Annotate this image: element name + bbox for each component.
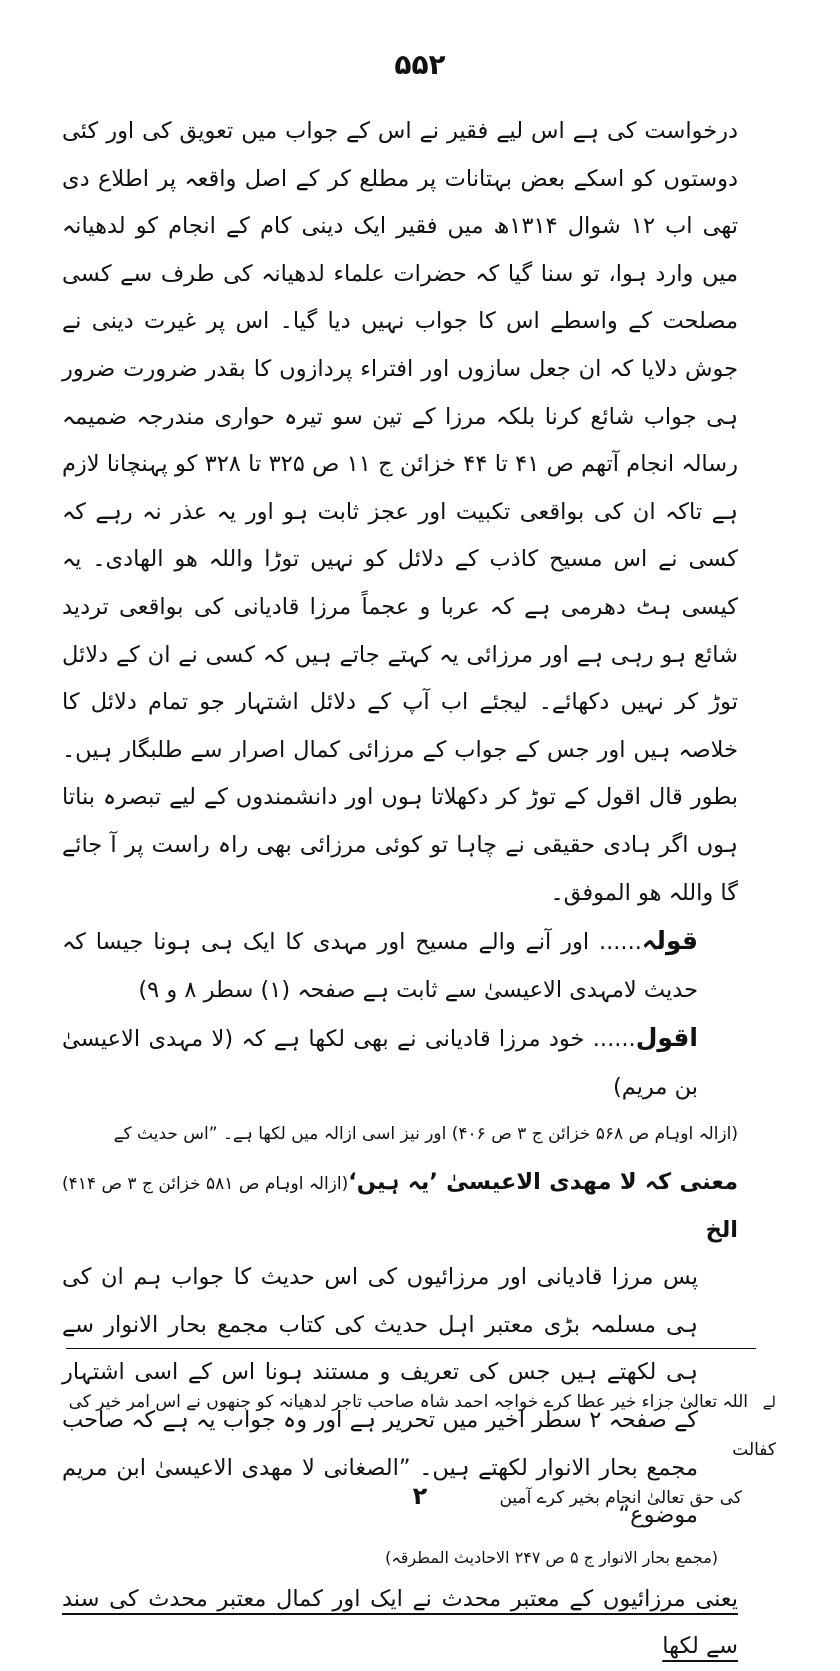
footnote-divider xyxy=(66,1348,756,1349)
meaning-text: معنی کہ لا مھدی الاعیسیٰ ’یہ ہیں‘ الخ xyxy=(348,1169,738,1243)
footnote-text-1: اللہ تعالیٰ جزاء خیر عطا کرے خواجہ احمد شاہ صاحب تاجر لدھیانہ کو جنھوں نے اس امر خیر کی کفالت xyxy=(68,1392,776,1460)
reference-majma: (مجمع بحار الانوار ج ۵ ص ۲۴۷ الاحادیث المطرقہ) xyxy=(385,1547,718,1567)
qawlahu-text: ...... اور آنے والے مسیح اور مہدی کا ایک ہی ہونا جیسا کہ حدیث لامہدی الاعیسیٰ سے ثابت ہے صفحہ (۱) سطر ۸ و ۹) xyxy=(62,929,698,1003)
footnote-marker: لے xyxy=(762,1393,776,1411)
reference-izala-2: (ازالہ اوہام ص ۵۸۱ خزائن ج ۳ ص ۴۱۴) xyxy=(62,1174,349,1195)
aqulu-text: ...... خود مرزا قادیانی نے بھی لکھا ہے کہ (لا مہدی الاعیسیٰ بن مریم) xyxy=(62,1026,698,1100)
aqulu-label: اقول xyxy=(635,1023,698,1053)
qawlahu-label: قولہ xyxy=(641,926,698,956)
closing-line: یعنی مرزائیوں کے معتبر محدث نے ایک اور کمال معتبر محدث کی سند سے لکھا xyxy=(62,1585,738,1660)
paragraph-answer: پس مرزا قادیانی اور مرزائیوں کی اس حدیث کا جواب ہم ان کی ہی مسلمہ بڑی معتبر اہل حدیث کی کتاب مجمع بحار الانوار سے ہی لکھتے ہیں جس کی تعریف و مستند ہونا اس کے اسی اشتہار کے صفحہ ۲ سطر اخیر میں تحریر ہے اور وہ جواب یہ ہے کہ صاحب مجمع بحار الانوار لکھتے ہیں۔ ”الصغانی لا مھدی الاعیسیٰ ابن مریم موضوع“ xyxy=(62,1264,698,1529)
paragraph-aqulu xyxy=(62,1014,738,1111)
meaning-line xyxy=(62,1159,738,1254)
signature-mark: ۲ xyxy=(412,1482,428,1510)
page-number: ۵۵۲ xyxy=(394,48,446,81)
paragraph-qawlahu xyxy=(62,917,738,1014)
reference-izala-1: (ازالہ اوہام ص ۵۶۸ خزائن ج ۳ ص ۴۰۶) اور نیز اسی ازالہ میں لکھا ہے۔ ”اس حدیث کے xyxy=(113,1124,738,1145)
footnote-line-2: کی حق تعالیٰ انجام بخیر کرے آمین xyxy=(499,1488,742,1508)
paragraph-intro: درخواست کی ہے اس لیے فقیر نے اس کے جواب میں تعویق کی اور کئی دوستوں کو اسکے بعض بہتانات پر مطلع کر کے اصل واقعہ پر اطلاع دی تھی اب ۱۲ شوال ۱۳۱۴ھ میں فقیر ایک دینی کام کے انجام کو لدھیانہ میں وارد ہوا، تو سنا گیا کہ حضرات علماء لدھیانہ کی طرف سے کسی مصلحت کے واسطے اس کا جواب نہیں دیا گیا۔ اس پر غیرت دینی نے جوش دلایا کہ ان جعل سازوں اور افتراء پردازوں کا بقدر ضرورت ضرور ہی جواب شائع کرنا بلکہ مرزا کے تین سو تیرہ حواری مندرجہ ضمیمہ رسالہ انجام آتھم ص ۴۱ تا ۴۴ خزائن ج ۱۱ ص ۳۲۵ تا ۳۲۸ کو پہنچانا لازم ہے تاکہ ان کی بواقعی تکبیت اور عجز ثابت ہو اور یہ عذر نہ رہے کہ کسی نے اس مسیح کاذب کے دلائل کو نہیں توڑا واللہ ھو الھادی۔ یہ کیسی ہٹ دھرمی ہے کہ عربا و عجماً مرزا قادیانی کی بواقعی تردید شائع ہو رہی ہے اور مرزائی یہ کہتے جاتے ہیں کہ کسی نے ان کے دلائل توڑ کر نہیں دکھائے۔ لیجئے اب آپ کے دلائل اشتہار جو تمام دلائل کا خلاصہ ہیں اور جس کے جواب کے مرزائی کمال اصرار سے طلبگار ہیں۔ بطور قال اقول کے توڑ کر دکھلاتا ہوں اور دانشمندوں کے لیے تبصرہ بناتا ہوں اگر ہادی حقیقی نے چاہا تو کوئی مرزائی بھی راہ راست پر آ جائے گا واللہ ھو الموفق۔ xyxy=(62,118,738,906)
footnote-line-1 xyxy=(66,1378,776,1474)
